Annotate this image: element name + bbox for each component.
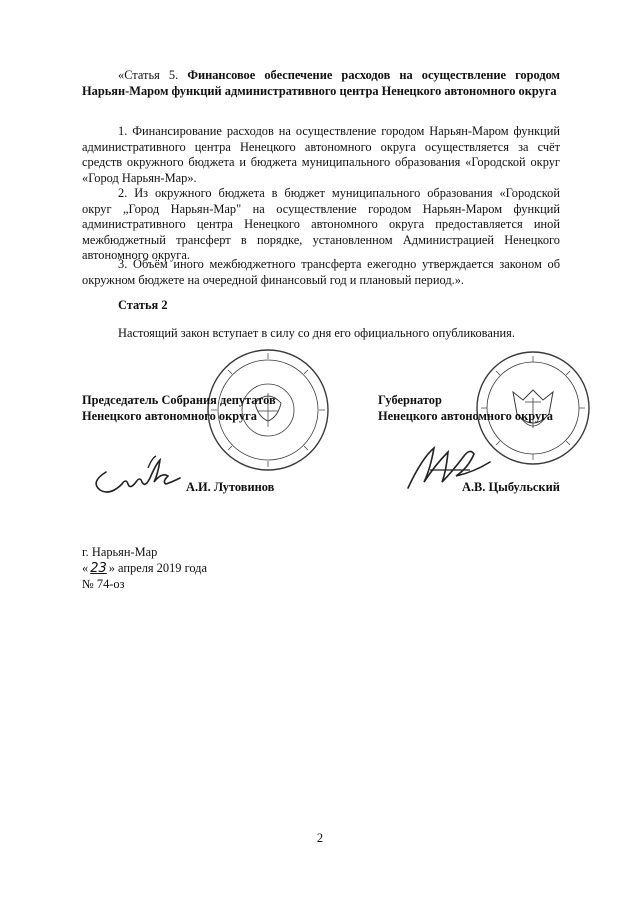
article-5-lead: «Статья 5. <box>118 68 179 82</box>
date-open-quote: « <box>82 561 89 575</box>
paragraph-3: 3. Объём иного межбюджетного трансферта ежегодно утверждается законом об окружном бюджете на очередной финансовый год и плановый период.». <box>82 257 560 287</box>
chair-title-line-2: Ненецкого автономного округа <box>82 408 257 423</box>
page-number: 2 <box>316 831 324 845</box>
governor-title-line-2: Ненецкого автономного округа <box>378 408 553 423</box>
date-rest: » апреля 2019 года <box>108 561 207 575</box>
governor-name: А.В. Цыбульский <box>462 480 560 494</box>
governor-title-block <box>378 393 553 424</box>
chair-signature <box>88 452 183 502</box>
signing-date <box>82 561 207 577</box>
article-5-heading <box>82 68 560 99</box>
paragraph-2: 2. Из окружного бюджета в бюджет муниципального образования «Городской округ „Город Нарьян-Мар" на осуществление городом Нарьян-Маром функций административного центра Ненецкого автономного округа предоставляется иной межбюджетный трансферт в порядке, установленном Администрацией Ненецкого автономного округа. <box>82 186 560 263</box>
article-2-title: Статья 2 <box>118 298 168 312</box>
governor-title-line-1: Губернатор <box>378 393 442 407</box>
chair-title-line-1: Председатель Собрания депутатов <box>82 393 276 407</box>
chair-title-block <box>82 393 276 424</box>
date-day-handwritten: 23 <box>90 561 107 576</box>
paragraph-1: 1. Финансирование расходов на осуществление городом Нарьян-Маром функций административного центра Ненецкого автономного округа осуществляется за счёт средств окружного бюджета и бюджета муниципального образования «Городской округ «Город Нарьян-Мар». <box>82 124 560 185</box>
law-number: № 74-оз <box>82 577 125 591</box>
article-5-title: Финансовое обеспечение расходов на осуществление городом Нарьян-Маром функций административного центра Ненецкого автономного округа <box>82 68 560 98</box>
chair-name: А.И. Лутовинов <box>186 480 275 494</box>
place-of-signing: г. Нарьян-Мар <box>82 545 158 559</box>
article-2-text: Настоящий закон вступает в силу со дня его официального опубликования. <box>118 326 515 340</box>
